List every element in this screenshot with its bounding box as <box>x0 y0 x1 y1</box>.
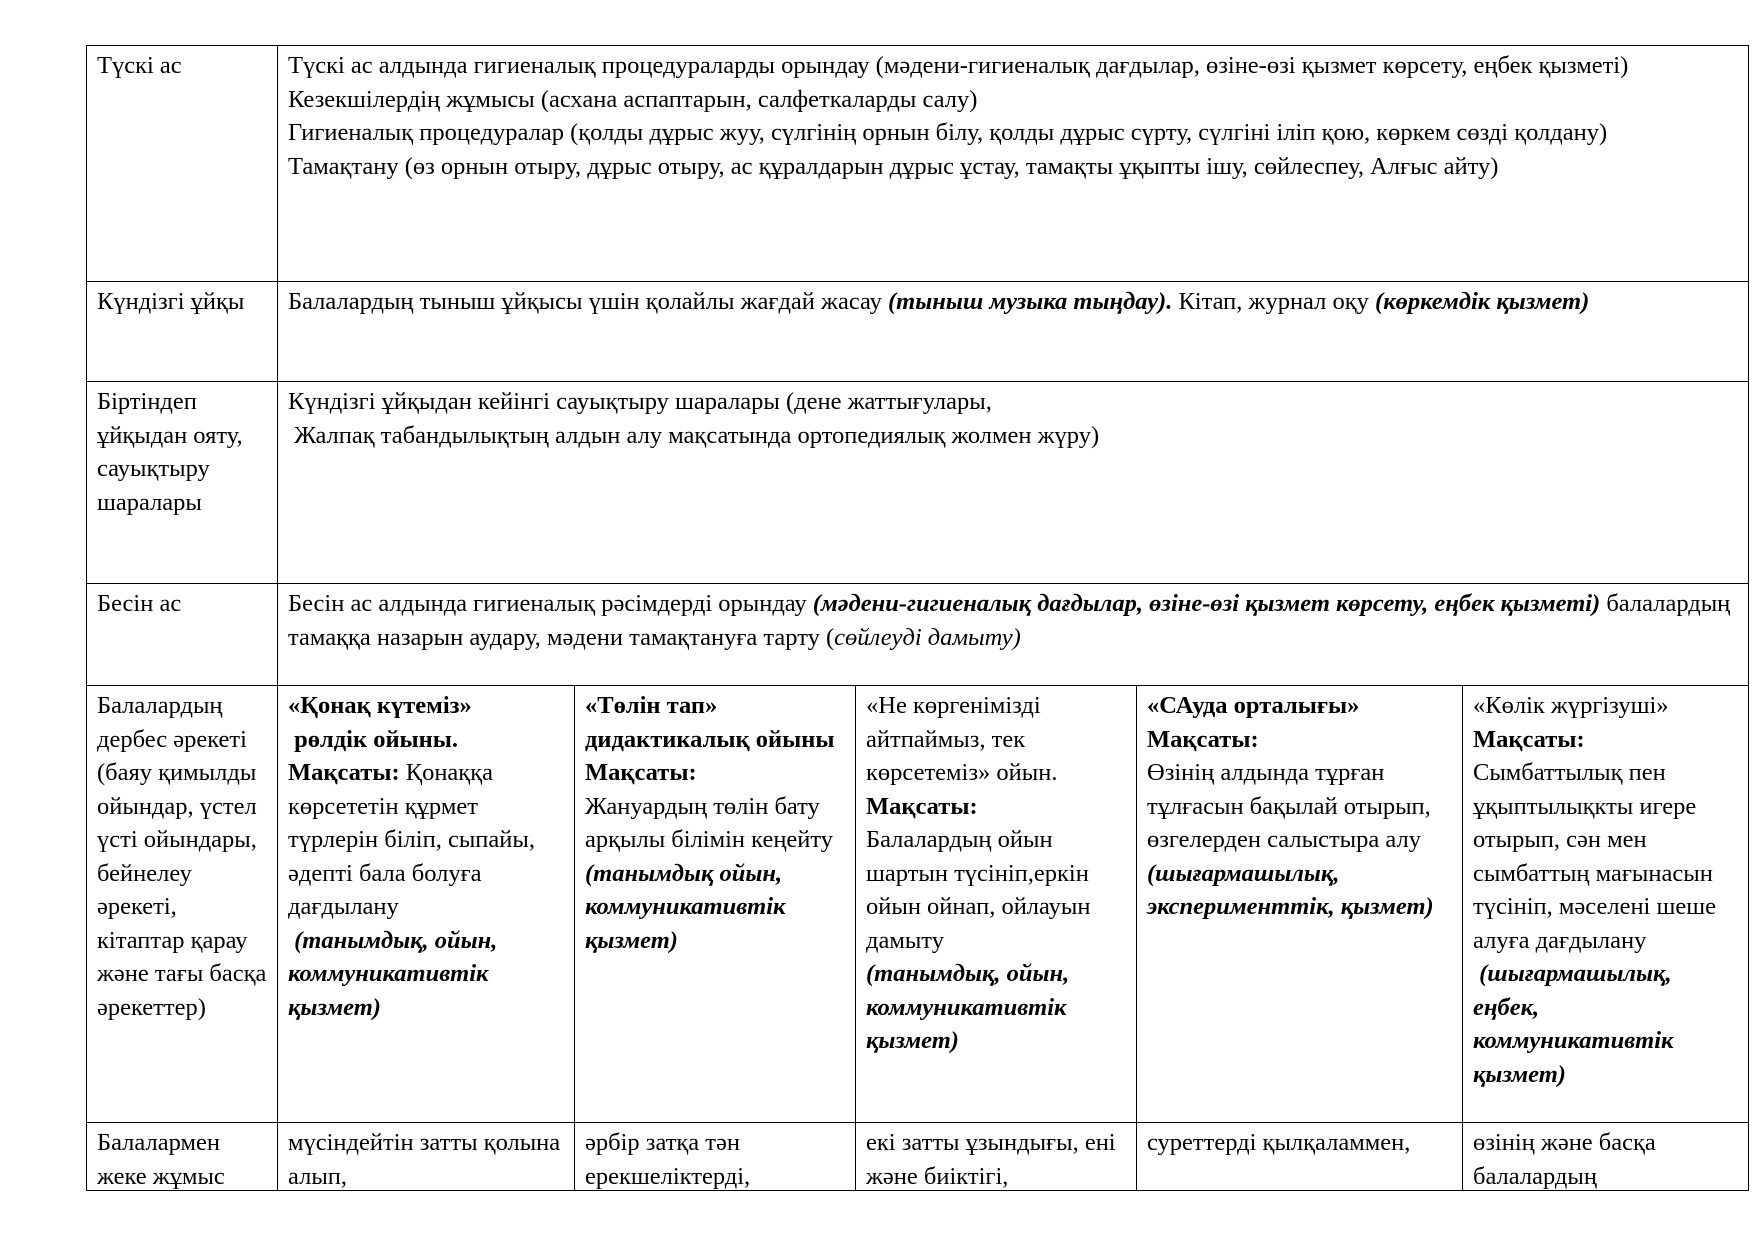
lunch-line-2: Кезекшілердің жұмысы (асхана аспаптарын, салфеткаларды салу) <box>288 85 978 113</box>
table-row-wake <box>87 382 1749 584</box>
table-row-activity <box>87 686 1749 1123</box>
lunch-line-1: Түскі ас алдында гигиеналық процедураларды орындау (мәдени-гигиеналық дағдылар, өзіне-өзі қызмет көрсету, еңбек қызметі) <box>288 52 1629 79</box>
row-label-wake: Біртіндеп ұйқыдан ояту, сауықтыру шаралары <box>87 382 278 584</box>
lunch-line-3: Гигиеналық процедуралар (қолды дұрыс жуу, сүлгінің орнын білу, қолды дұрыс сүрту, сүлгіні іліп қою, көркем сөзді қолдану) <box>288 119 1608 146</box>
individual-cell-4: суреттерді қылқаламмен, <box>1137 1123 1463 1191</box>
individual-cell-3: екі затты ұзындығы, ені және биіктігі, <box>856 1123 1137 1191</box>
activity-cell-guests: «Қонақ күтеміз» рөлдік ойыны. Мақсаты: Қонаққа көрсететін құрмет түрлерін біліп, сыпайы, әдепті бала болуға дағдылану (танымдық, ойын, коммуникативтік қызмет) <box>278 686 575 1123</box>
row-label-activity: Балалардың дербес әрекеті (баяу қимылды ойындар, үстел үсті ойындары, бейнелеу әрекеті, кітаптар қарау және тағы басқа әрекеттер) <box>87 686 278 1123</box>
snack-content: Бесін ас алдында гигиеналық рәсімдерді орындау (мәдени-гигиеналық дағдылар, өзіне-өзі қызмет көрсету, еңбек қызметі) балалардың тамаққа назарын аудару, мәдени тамақтануға тарту (сөйлеуді дамыту) <box>278 584 1749 686</box>
table-row-snack <box>87 584 1749 686</box>
activity-cell-find-young: «Төлін тап» дидактикалық ойыны Мақсаты: Жануардың төлін бату арқылы білімін кеңейту (танымдық ойын, коммуникативтік қызмет) <box>575 686 856 1123</box>
individual-cell-1: мүсіндейтін затты қолына алып, <box>278 1123 575 1191</box>
activity-cell-driver: «Көлік жүргізуші» Мақсаты: Сымбаттылық пен ұқыптылықкты игере отырып, сән мен сымбаттың мағынасын түсініп, мәселені шеше алуға дағдылану (шығармашылық, еңбек, коммуникативтік қызмет) <box>1463 686 1749 1123</box>
wake-line-1: Күндізгі ұйқыдан кейінгі сауықтыру шаралары (дене жаттығулары, <box>288 388 992 415</box>
row-label-nap: Күндізгі ұйқы <box>87 282 278 382</box>
activity-cell-show-game: «Не көргенімізді айтпаймыз, тек көрсетеміз» ойын. Мақсаты: Балалардың ойын шартын түсініп,еркін ойын ойнап, ойлауын дамыту (танымдық, ойын, коммуникативтік қызмет) <box>856 686 1137 1123</box>
row-label-snack: Бесін ас <box>87 584 278 686</box>
table-row-individual <box>87 1123 1749 1191</box>
wake-content <box>278 382 1749 584</box>
daily-schedule-table <box>86 45 1749 1191</box>
row-label-lunch: Түскі ас <box>87 46 278 282</box>
individual-cell-2: әрбір затқа тән ерекшеліктерді, <box>575 1123 856 1191</box>
nap-content: Балалардың тыныш ұйқысы үшін қолайлы жағдай жасау (тыныш музыка тыңдау). Кітап, журнал оқу (көркемдік қызмет) <box>278 282 1749 382</box>
table-row-nap <box>87 282 1749 382</box>
lunch-line-4: Тамақтану (өз орнын отыру, дұрыс отыру, ас құралдарын дұрыс ұстау, тамақты ұқыпты ішу, сөйлеспеу, Алғыс айту) <box>288 152 1499 180</box>
document-page <box>86 45 1749 1191</box>
lunch-content <box>278 46 1749 282</box>
table-row-lunch <box>87 46 1749 282</box>
activity-cell-trade-center: «САуда орталығы» Мақсаты: Өзінің алдында тұрған тұлғасын бақылай отырып, өзгелерден салыстыра алу (шығармашылық, эксперименттік, қызмет) <box>1137 686 1463 1123</box>
row-label-individual: Балалармен жеке жұмыс <box>87 1123 278 1191</box>
individual-cell-5: өзінің және басқа балалардың <box>1463 1123 1749 1191</box>
wake-line-2: Жалпақ табандылықтың алдын алу мақсатында ортопедиялық жолмен жүру) <box>288 421 1100 449</box>
